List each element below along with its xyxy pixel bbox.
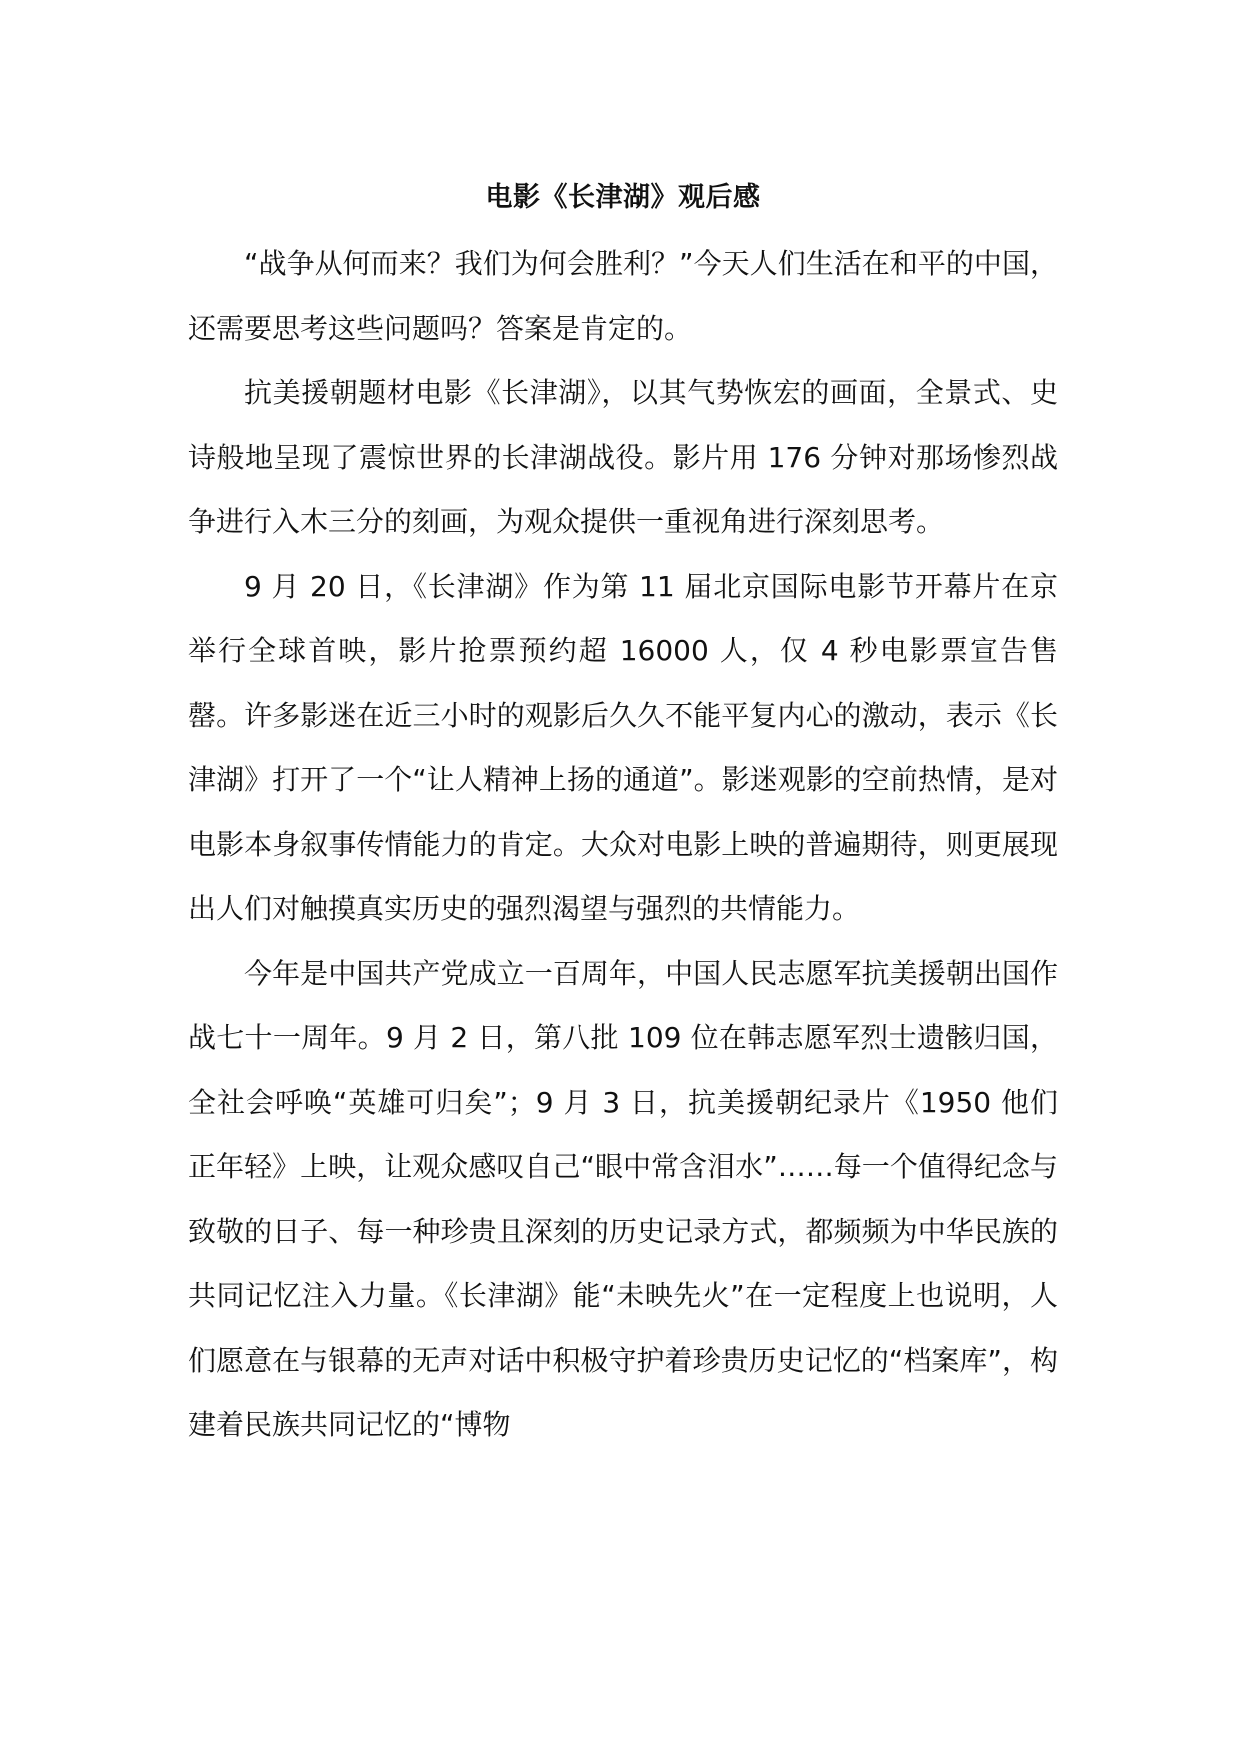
document-title: 电影《长津湖》观后感 bbox=[485, 182, 761, 213]
paragraph-3: 9 月 20 日，《长津湖》作为第 11 届北京国际电影节开幕片在京举行全球首映，影片抢票预约超 16000 人，仅 4 秒电影票宣告售罄。许多影迷在近三小时的观影后久久不能平复内心的激动，表示《长津湖》打开了一个“让人精神上扬的通道”。影迷观影的空前热情，是对电影本身叙事传情能力的肯定。大众对电影上映的普遍期待，则更展现出人们对触摸真实历史的强烈渴望与强烈的共情能力。 bbox=[188, 569, 1058, 925]
paragraph-4: 今年是中国共产党成立一百周年，中国人民志愿军抗美援朝出国作战七十一周年。9 月 2 日，第八批 109 位在韩志愿军烈士遗骸归国，全社会呼唤“英雄可归矣”；9 月 3 日，抗美援朝纪录片《1950 他们正年轻》上映，让观众感叹自己“眼中常含泪水”……每一个值得纪念与致敬的日子、每一种珍贵且深刻的历史记录方式，都频频为中华民族的共同记忆注入力量。《长津湖》能“未映先火”在一定程度上也说明，人们愿意在与银幕的无声对话中积极守护着珍贵历史记忆的“档案库”，构建着民族共同记忆的“博物 bbox=[188, 956, 1058, 1441]
paragraph-2: 抗美援朝题材电影《长津湖》，以其气势恢宏的画面，全景式、史诗般地呈现了震惊世界的长津湖战役。影片用 176 分钟对那场惨烈战争进行入木三分的刻画，为观众提供一重视角进行深刻思考。 bbox=[188, 376, 1058, 538]
document-body bbox=[188, 168, 1058, 1458]
paragraph-1: “战争从何而来？我们为何会胜利？”今天人们生活在和平的中国，还需要思考这些问题吗？答案是肯定的。 bbox=[188, 247, 1058, 345]
